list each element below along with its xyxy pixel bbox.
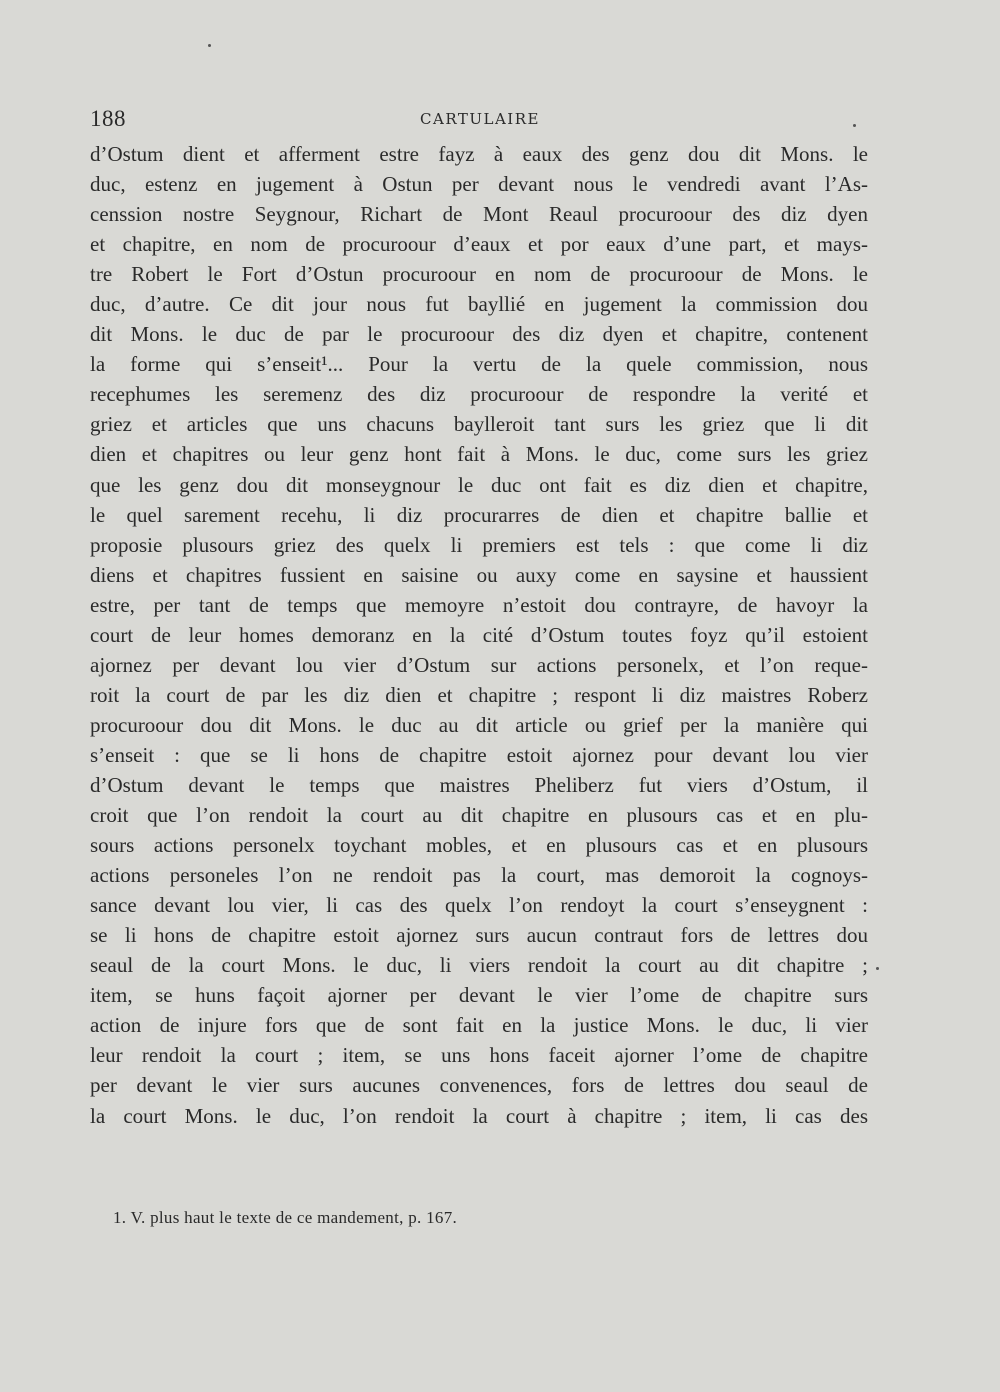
text-line: tre Robert le Fort d’Ostun procuroour en nom de procuroour de Mons. le bbox=[90, 262, 868, 287]
body-text bbox=[90, 139, 868, 1131]
text-line: que les genz dou dit monseygnour le duc ont fait es diz dien et chapitre, bbox=[90, 472, 868, 497]
paper-speck bbox=[876, 967, 879, 970]
text-line: la court Mons. le duc, l’on rendoit la court à chapitre ; item, li cas des bbox=[90, 1103, 868, 1128]
text-line: et chapitre, en nom de procuroour d’eaux et por eaux d’une part, et mays- bbox=[90, 232, 868, 257]
text-line: censsion nostre Seygnour, Richart de Mont Reaul procuroour des diz dyen bbox=[90, 202, 868, 227]
text-line: recephumes les seremenz des diz procuroour de respondre la verité et bbox=[90, 382, 868, 407]
text-line: duc, d’autre. Ce dit jour nous fut bayllié en jugement la commission dou bbox=[90, 292, 868, 317]
paper-speck bbox=[853, 124, 856, 127]
text-line: la forme qui s’enseit¹... Pour la vertu de la quele commission, nous bbox=[90, 352, 868, 377]
text-line: d’Ostum dient et afferment estre fayz à eaux des genz dou dit Mons. le bbox=[90, 142, 868, 166]
text-line: griez et articles que uns chacuns baylleroit tant surs les griez que li dit bbox=[90, 412, 868, 437]
text-line: per devant le vier surs aucunes convenences, fors de lettres dou seaul de bbox=[90, 1073, 868, 1098]
text-line: sours actions personelx toychant mobles, et en plusours cas et en plusours bbox=[90, 833, 868, 858]
text-line: s’enseit : que se li hons de chapitre estoit ajornez pour devant lou vier bbox=[90, 742, 868, 767]
text-line: croit que l’on rendoit la court au dit chapitre en plusours cas et en plu- bbox=[90, 803, 868, 828]
text-line: ajornez per devant lou vier d’Ostum sur actions personelx, et l’on reque- bbox=[90, 652, 868, 677]
text-line: roit la court de par les diz dien et chapitre ; respont li diz maistres Roberz bbox=[90, 682, 868, 707]
text-line: item, se huns façoit ajorner per devant le vier l’ome de chapitre surs bbox=[90, 983, 868, 1008]
page-number: 188 bbox=[90, 106, 126, 131]
text-line: seaul de la court Mons. le duc, li viers rendoit la court au dit chapitre ; bbox=[90, 953, 868, 978]
footnote: 1. V. plus haut le texte de ce mandement, p. 167. bbox=[113, 1208, 458, 1227]
text-line: leur rendoit la court ; item, se uns hons faceit ajorner l’ome de chapitre bbox=[90, 1043, 868, 1068]
paper-speck bbox=[208, 44, 211, 47]
text-line: dien et chapitres ou leur genz hont fait à Mons. le duc, come surs les griez bbox=[90, 442, 868, 467]
text-line: action de injure fors que de sont fait en la justice Mons. le duc, li vier bbox=[90, 1013, 868, 1038]
text-line: le quel sarement recehu, li diz procurarres de dien et chapitre ballie et bbox=[90, 502, 868, 527]
text-line: diens et chapitres fussient en saisine ou auxy come en saysine et haussient bbox=[90, 562, 868, 587]
text-line: estre, per tant de temps que memoyre n’estoit dou contrayre, de havoyr la bbox=[90, 592, 868, 617]
text-line: d’Ostum devant le temps que maistres Pheliberz fut viers d’Ostum, il bbox=[90, 772, 868, 797]
text-line: actions personeles l’on ne rendoit pas la court, mas demoroit la cognoys- bbox=[90, 863, 868, 888]
text-line: procuroour dou dit Mons. le duc au dit article ou grief per la manière qui bbox=[90, 712, 868, 737]
text-line: se li hons de chapitre estoit ajornez surs aucun contraut fors de lettres dou bbox=[90, 923, 868, 948]
text-line: duc, estenz en jugement à Ostun per devant nous le vendredi avant l’As- bbox=[90, 172, 868, 197]
text-line: dit Mons. le duc de par le procuroour des diz dyen et chapitre, contenent bbox=[90, 322, 868, 347]
page-header bbox=[90, 106, 870, 134]
text-line: court de leur homes demoranz en la cité d’Ostum toutes foyz qu’il estoient bbox=[90, 622, 868, 647]
text-line: sance devant lou vier, li cas des quelx l’on rendoyt la court s’enseygnent : bbox=[90, 893, 868, 918]
running-title: CARTULAIRE bbox=[420, 110, 540, 128]
text-line: proposie plusours griez des quelx li premiers est tels : que come li diz bbox=[90, 532, 868, 557]
